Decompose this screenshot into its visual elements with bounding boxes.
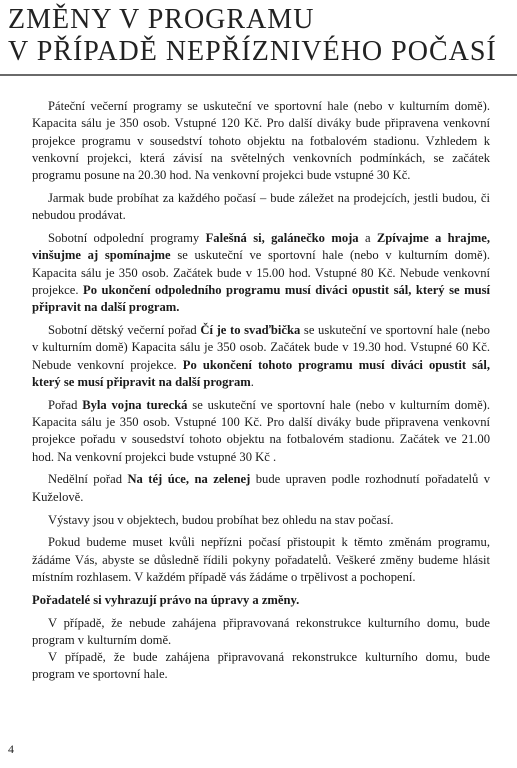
text-span: Sobotní odpolední programy: [48, 231, 206, 246]
text-span: Pořad: [48, 397, 83, 412]
program-name-svadbicka: Čí je to svaďbička: [200, 323, 301, 338]
text-span: bude upraven podle rozhodnutí pořadatelů v Kuželově.: [32, 472, 491, 504]
paragraph-weather-changes: Pokud budeme muset kvůli nepřízni počasí přistoupit k těmto změnám programu, žádáme Vás, abyste se důsledně řídili pokyny pořadatelů. Veškeré změny budeme hlásit místním rozhlasem. V každém případě vás žádáme o trpělivost a pochopení.: [32, 535, 490, 584]
text-span: Nedělní pořad: [48, 472, 128, 487]
program-name-vojna: Byla vojna turecká: [82, 397, 188, 412]
paragraph-saturday-children: [32, 322, 490, 391]
text-span: se uskuteční ve sportovní hale (nebo v kulturním domě) Kapacita sálu je 350 osob. Začátek bude v 19.30 hod. Vstupné 60 Kč. Nebude venkovní projekce.: [32, 323, 490, 372]
text-span: se uskuteční ve sportovní hale (nebo v kulturním domě). Kapacita sálu je 350 osob. Začátek bude v 15.00 hod. Vstupné 80 Kč. Nebude venkovní projekce.: [32, 248, 490, 297]
program-name-falesna: Falešná si, galánečko moja: [205, 231, 359, 246]
page-title: [8, 4, 513, 68]
paragraph-fair: Jarmak bude probíhat za každého počasí – bude záležet na prodejcích, jestli budou, či nebudou prodávat.: [32, 190, 490, 223]
paragraph-saturday-afternoon: [32, 230, 490, 316]
title-line-1: ZMĚNY V PROGRAMU: [8, 4, 315, 35]
title-divider: [0, 74, 517, 76]
paragraph-organizers-reserve: [32, 592, 490, 609]
text-span: .: [250, 374, 254, 389]
page-number: 4: [8, 742, 14, 756]
text-span: se uskuteční ve sportovní hale (nebo v kulturním domě). Kapacita sálu je 350 osob. Vstupné 100 Kč. Pro další diváky bude připravena venkovní projekce pořadu v sousedství tohoto objektu na fotbalovém stadionu. Začátek ve 21.00 hod. Na venkovní projekci bude vstupné 30 Kč .: [32, 397, 491, 464]
paragraph-sunday: [32, 471, 490, 506]
program-name-zpivajme: Zpívajme a hrajme, vinšujme aj spomínajme: [32, 231, 490, 263]
notice-leave-hall: Po ukončení odpoledního programu musí diváci opustit sál, který se musí připravit na další program.: [32, 282, 490, 315]
program-name-na-tej-uce: Na téj úce, na zelenej: [127, 472, 251, 487]
text-span: a: [358, 231, 377, 246]
body-text: [32, 98, 490, 689]
title-line-2: V PŘÍPADĚ NEPŘÍZNIVÉHO POČASÍ: [8, 36, 497, 67]
paragraph-no-reconstruction: V případě, že nebude zahájena připravovaná rekonstrukce kulturního domu, bude program v kulturním domě.: [32, 615, 490, 647]
text-span: Sobotní dětský večerní pořad: [48, 323, 201, 338]
paragraph-vojna-turecka: [32, 397, 490, 466]
paragraph-reconstruction: V případě, že bude zahájena připravovaná rekonstrukce kulturního domu, bude program ve sportovní hale.: [32, 650, 490, 682]
paragraph-exhibitions: Výstavy jsou v objektech, budou probíhat bez ohledu na stav počasí.: [48, 512, 394, 527]
notice-leave-hall: Po ukončení tohoto programu musí diváci opustit sál, který se musí připravit na další program: [32, 357, 490, 389]
paragraph-friday-programs: Páteční večerní programy se uskuteční ve sportovní hale (nebo v kulturním domě). Kapacita sálu je 350 osob. Vstupné 120 Kč. Pro další diváky bude připravena venkovní projekce programu v sousedství tohoto objektu na fotbalovém stadionu. Vzhledem k venkovní projekci, která závisí na světelných venkovních podmínkách, se začátek programu posune na 20.30 hod. Na venkovní projekci bude vstupné 30 Kč.: [32, 99, 490, 183]
organizers-notice: Pořadatelé si vyhrazují právo na úpravy a změny.: [32, 592, 300, 607]
